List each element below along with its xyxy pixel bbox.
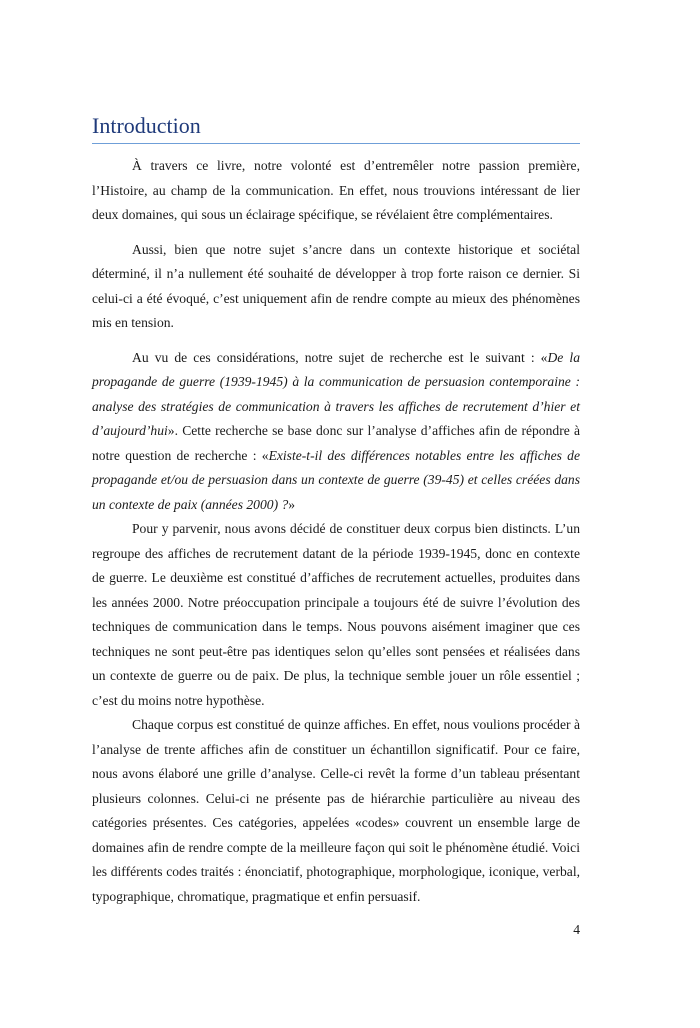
body-text	[92, 154, 580, 909]
page-content	[92, 112, 580, 909]
research-subject-title: De la propagande de guerre (1939-1945) à la communication de persuasion contemporaine : analyse des stratégies de communication à travers les affiches de recrutement d’hier et d’aujourd’hui	[92, 349, 580, 438]
section-heading: Introduction	[92, 112, 580, 144]
paragraph-3-intro: Au vu de ces considérations, notre sujet de recherche est le suivant : «	[132, 349, 548, 365]
paragraph-1: À travers ce livre, notre volonté est d’entremêler notre passion première, l’Histoire, au champ de la communication. En effet, nous trouvions intéressant de lier deux domaines, qui sous un éclairage spécifique, se révélaient être complémentaires.	[92, 158, 580, 222]
paragraph-3	[92, 346, 580, 518]
paragraph-2: Aussi, bien que notre sujet s’ancre dans un contexte historique et sociétal déterminé, il n’a nullement été souhaité de développer à trop forte raison ce dernier. Si celui-ci a été évoqué, c’est uniquement afin de rendre compte au mieux des phénomènes mis en tension.	[92, 241, 580, 330]
paragraph-5: Chaque corpus est constitué de quinze affiches. En effet, nous voulions procéder à l’analyse de trente affiches afin de constituer un échantillon significatif. Pour ce faire, nous avons élaboré une grille d’analyse. Celle-ci revêt la forme d’un tableau présentant plusieurs colonnes. Celui-ci ne présente pas de hiérarchie particulière au niveau des catégories présentes. Ces catégories, appelées «codes» couvrent un ensemble large de domaines afin de rendre compte de la meilleure façon qui soit le phénomène étudié. Voici les différents codes traités : énonciatif, photographique, morphologique, iconique, verbal, typographique, chromatique, pragmatique et enfin persuasif.	[92, 717, 580, 904]
paragraph-4: Pour y parvenir, nous avons décidé de constituer deux corpus bien distincts. L’un regroupe des affiches de recrutement datant de la période 1939-1945, donc en contexte de guerre. Le deuxième est constitué d’affiches de recrutement actuelles, produites dans les années 2000. Notre préoccupation principale a toujours été de suivre l’évolution des techniques de communication dans le temps. Nous pouvons aisément imaginer que ces techniques ne sont peut-être pas identiques selon qu’elles sont pensées et réalisées dans un contexte de guerre ou de paix. De plus, la technique semble jouer un rôle essentiel ; c’est du moins notre hypothèse.	[92, 521, 580, 708]
paragraph-3-middle: ». Cette recherche se base donc sur l’analyse d’affiches afin de répondre à notre question de recherche : «	[92, 423, 580, 463]
research-question: Existe-t-il des différences notables entre les affiches de propagande et/ou de persuasion dans un contexte de guerre (39-45) et celles créées dans un contexte de paix (années 2000) ?	[92, 447, 580, 512]
paragraph-3-end: »	[288, 496, 296, 512]
page-number: 4	[573, 922, 580, 937]
